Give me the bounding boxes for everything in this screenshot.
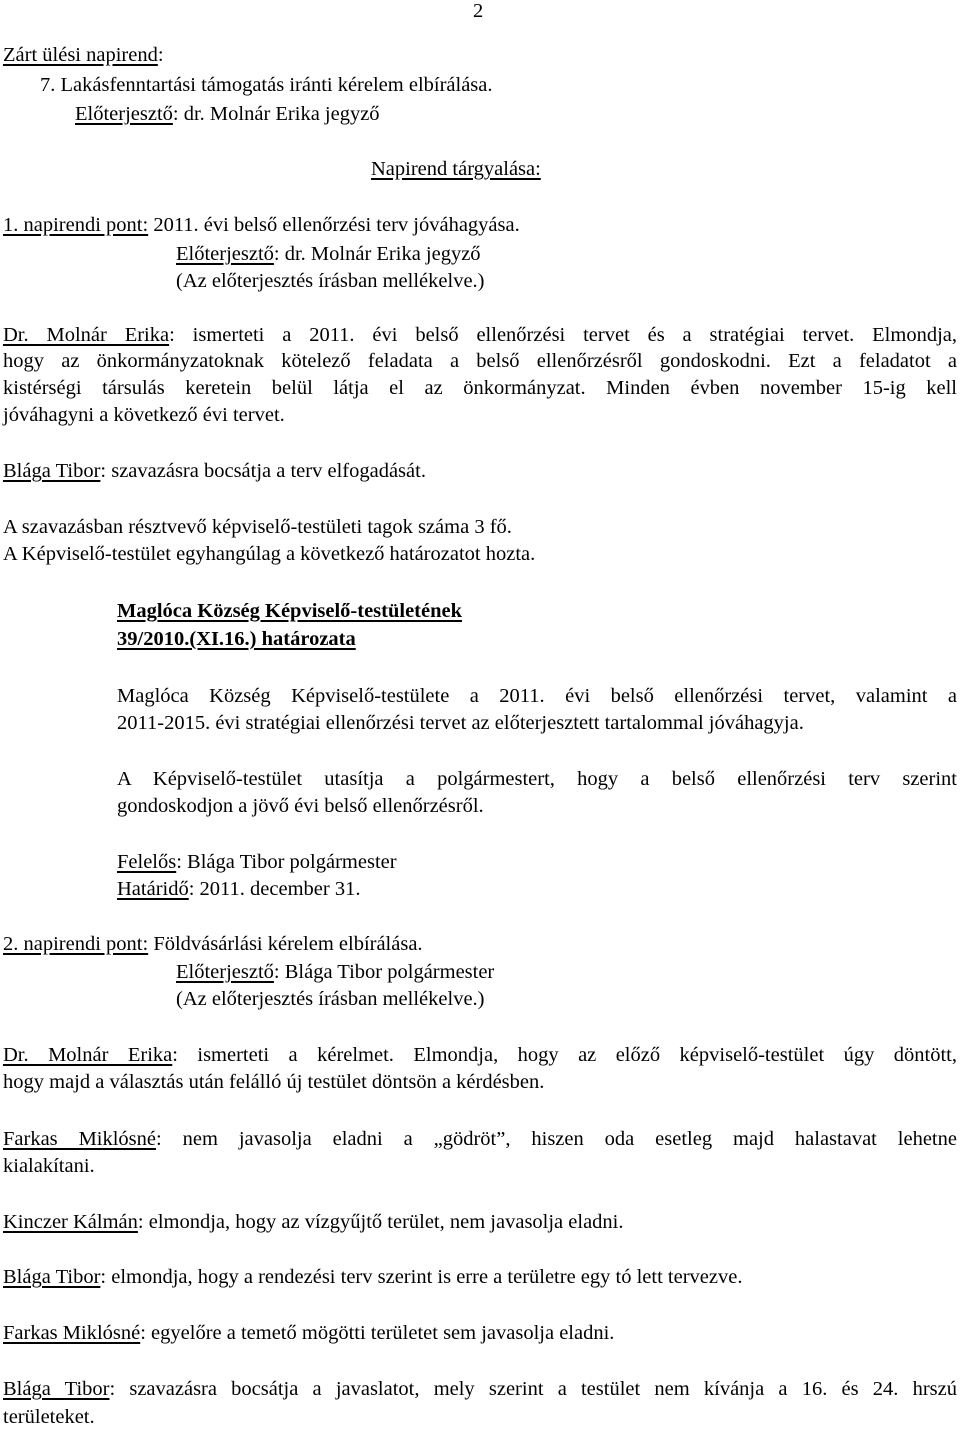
resolution-title-line1: Maglóca Község Képviselő-testületének	[117, 600, 463, 622]
closed-agenda-presenter	[75, 100, 380, 128]
presenter-name: : Blága Tibor polgármester	[273, 961, 495, 983]
presenter-label: Előterjesztő	[176, 243, 274, 265]
speaker-name: Blága Tibor	[3, 1266, 101, 1288]
speech-line	[3, 1041, 957, 1069]
speech-line	[3, 457, 426, 485]
closed-agenda-item: 7. Lakásfenntartási támogatás iránti kérelem elbírálása.	[40, 74, 493, 96]
speech-text: : elmondja, hogy az vízgyűjtő terület, nem javasolja eladni.	[137, 1211, 624, 1233]
speech-line: kialakítani.	[3, 1155, 95, 1177]
presenter-name: : dr. Molnár Erika jegyző	[172, 103, 380, 125]
speech-line	[3, 1208, 624, 1236]
speech-text: : egyelőre a temető mögötti területet sem javasolja eladni.	[140, 1322, 615, 1344]
presenter-label: Előterjesztő	[75, 103, 173, 125]
speech-line: hogy az önkormányzatoknak kötelező feladata a belső ellenőrzésről gondoskodni. Ezt a feladatot a	[3, 350, 957, 372]
vote-count-text: A szavazásban résztvevő képviselő-testületi tagok száma 3 fő.	[3, 516, 512, 538]
responsible-label: Felelős	[117, 851, 177, 873]
agenda-title: Napirend tárgyalása:	[371, 158, 541, 180]
page-number: 2	[473, 0, 484, 22]
speech-line	[3, 1319, 614, 1347]
speech-text: : nem javasolja eladni a „gödröt”, hiszen oda esetleg majd halastavat lehetne	[156, 1128, 957, 1150]
agenda-item-2-title: Földvásárlási kérelem elbírálása.	[148, 933, 423, 955]
speaker-name: Blága Tibor	[3, 1378, 110, 1400]
speech-line	[3, 1375, 957, 1403]
closed-agenda-heading-text: Zárt ülési napirend	[3, 44, 158, 66]
agenda-item-2-heading	[3, 930, 423, 958]
speaker-name: Dr. Molnár Erika	[3, 324, 170, 346]
speaker-name: Dr. Molnár Erika	[3, 1044, 173, 1066]
speech-text: : szavazásra bocsátja a javaslatot, mely szerint a testület nem kívánja a 16. és 24. hrszú	[109, 1378, 957, 1400]
responsible-value: : Blága Tibor polgármester	[176, 851, 397, 873]
resolution-text-line: A Képviselő-testület utasítja a polgármestert, hogy a belső ellenőrzési terv szerint	[117, 768, 957, 790]
presenter-label: Előterjesztő	[176, 961, 274, 983]
deadline-value: : 2011. december 31.	[188, 878, 361, 900]
resolution-text-line: 2011-2015. évi stratégiai ellenőrzési tervet az előterjesztett tartalommal jóváhagyja.	[117, 712, 804, 734]
resolution-responsible	[117, 848, 397, 876]
speech-line	[3, 1125, 957, 1153]
agenda-item-1-heading	[3, 211, 520, 239]
speech-line	[3, 321, 957, 349]
speech-line: területeket.	[3, 1406, 95, 1428]
resolution-title-line2: 39/2010.(XI.16.) határozata	[117, 628, 356, 650]
speaker-name: Farkas Miklósné	[3, 1322, 141, 1344]
closed-agenda-heading-colon: :	[157, 44, 164, 66]
agenda-item-2-presenter	[176, 958, 494, 986]
agenda-item-1-presenter	[176, 240, 481, 268]
resolution-text-line: gondoskodjon a jövő évi belső ellenőrzésről.	[117, 795, 484, 817]
speaker-name: Kinczer Kálmán	[3, 1211, 138, 1233]
agenda-item-1-label: 1. napirendi pont:	[3, 214, 149, 236]
speech-text: : elmondja, hogy a rendezési terv szerint is erre a területre egy tó lett tervezve.	[100, 1266, 743, 1288]
agenda-item-1-title: 2011. évi belső ellenőrzési terv jóváhagyása.	[148, 214, 520, 236]
speaker-name: Farkas Miklósné	[3, 1128, 157, 1150]
agenda-item-1-attachment-note: (Az előterjesztés írásban mellékelve.)	[176, 270, 485, 292]
resolution-text-line: Maglóca Község Képviselő-testülete a 2011. évi belső ellenőrzési tervet, valamint a	[117, 685, 957, 707]
closed-agenda-heading	[3, 41, 164, 69]
agenda-item-2-attachment-note: (Az előterjesztés írásban mellékelve.)	[176, 988, 485, 1010]
speech-line: hogy majd a választás után felálló új testület döntsön a kérdésben.	[3, 1071, 545, 1093]
resolution-deadline	[117, 875, 360, 903]
deadline-label: Határidő	[117, 878, 189, 900]
speech-line: kistérségi társulás keretein belül látja el az önkormányzat. Minden évben november 15-ig kell	[3, 377, 957, 399]
speech-text: : szavazásra bocsátja a terv elfogadását.	[100, 460, 426, 482]
speech-text: : ismerteti a kérelmet. Elmondja, hogy az előző képviselő-testület úgy döntött,	[172, 1044, 957, 1066]
speech-line: jóváhagyni a következő évi tervet.	[3, 404, 285, 426]
speech-text: : ismerteti a 2011. évi belső ellenőrzési tervet és a stratégiai tervet. Elmondja,	[169, 324, 957, 346]
speech-line	[3, 1263, 742, 1291]
presenter-name: : dr. Molnár Erika jegyző	[273, 243, 481, 265]
agenda-item-2-label: 2. napirendi pont:	[3, 933, 149, 955]
vote-result-text: A Képviselő-testület egyhangúlag a következő határozatot hozta.	[3, 543, 536, 565]
speaker-name: Blága Tibor	[3, 460, 101, 482]
